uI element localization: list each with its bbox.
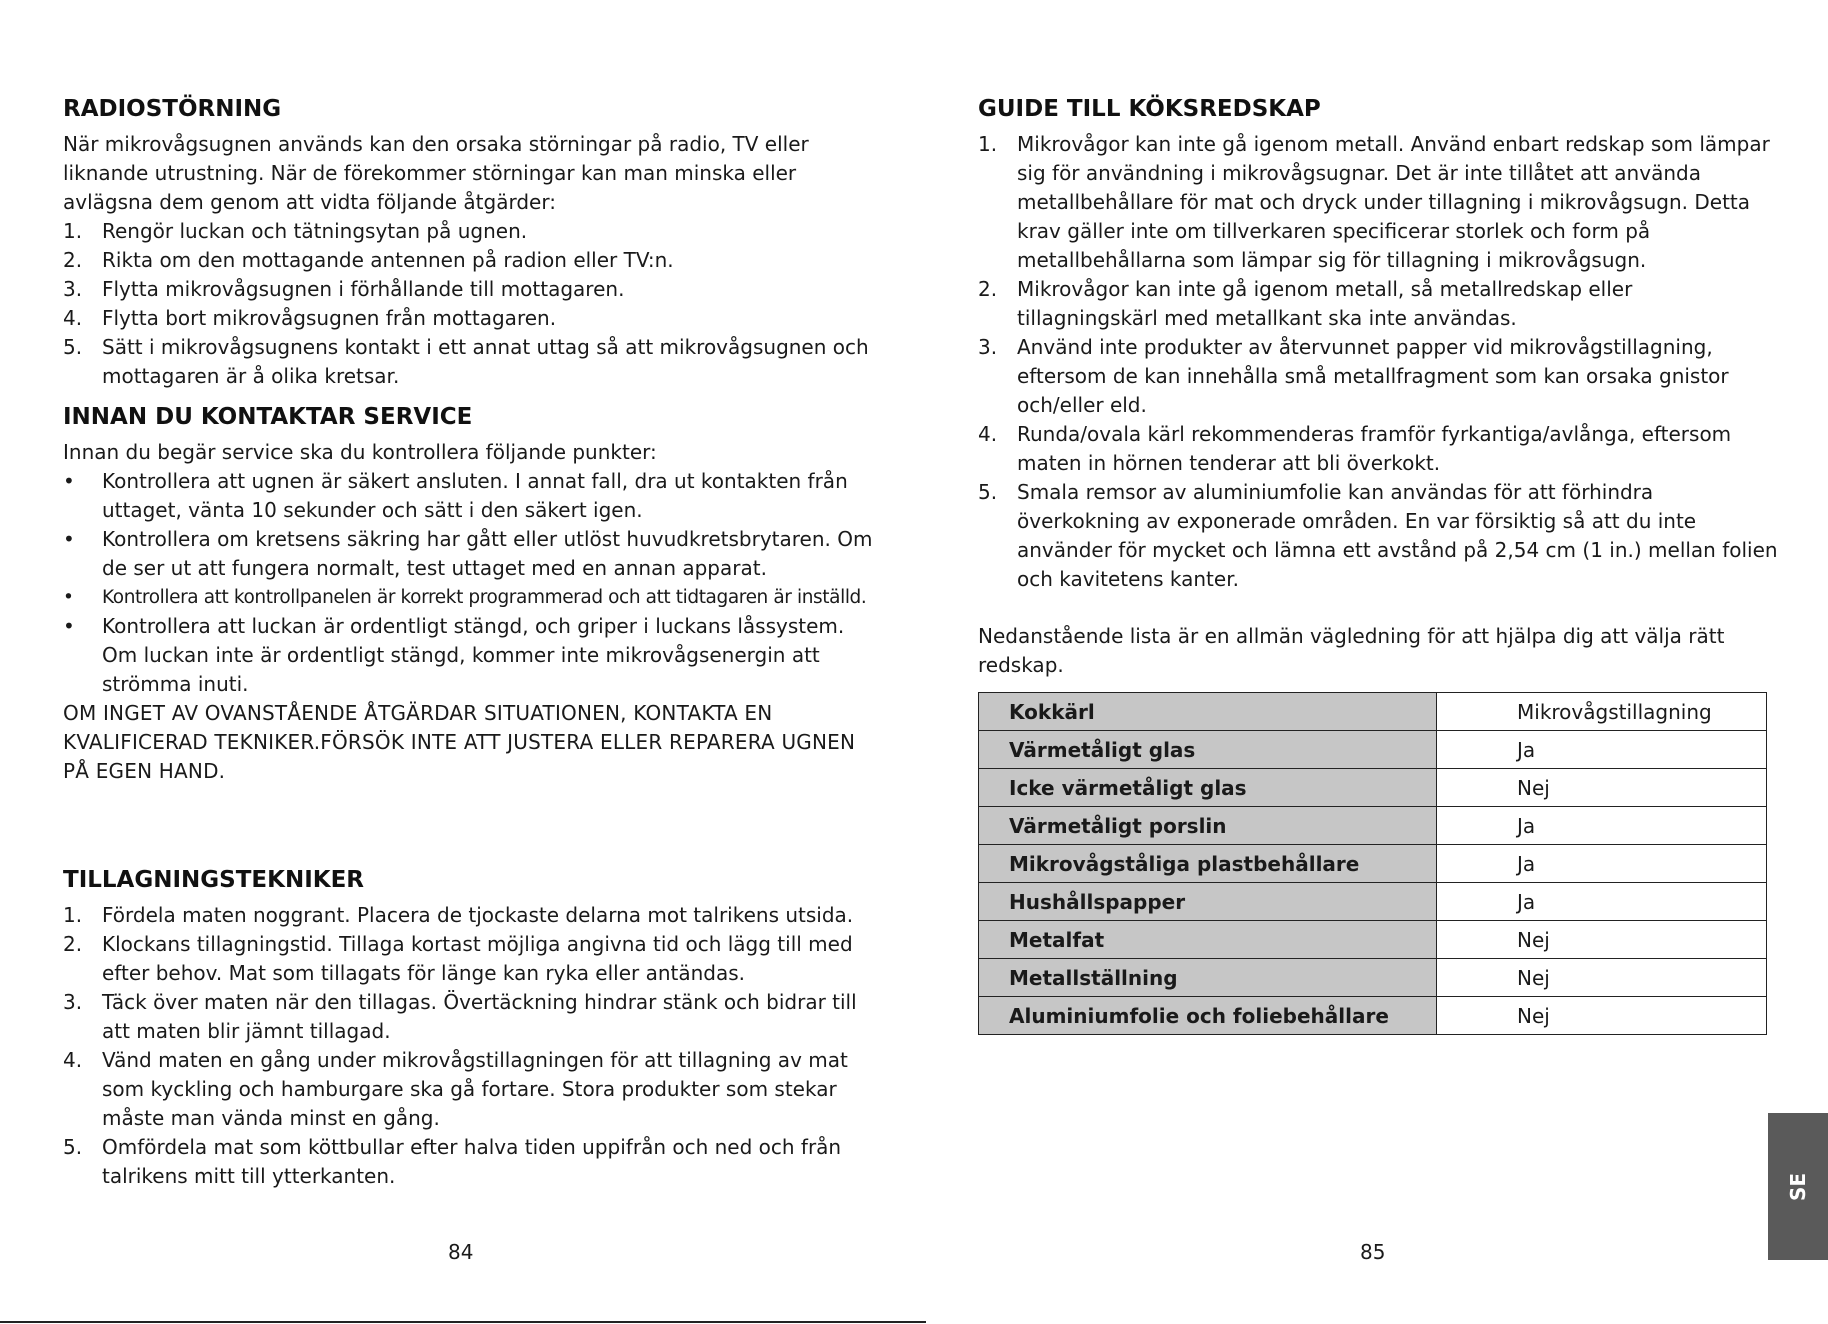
list-item: 1. Rengör luckan och tätningsytan på ugnen.	[63, 219, 528, 243]
list-item: 3. Flytta mikrovågsugnen i förhållande till mottagaren.	[63, 277, 625, 301]
service-warning: OM INGET AV OVANSTÅENDE ÅTGÄRDAR SITUATIONEN, KONTAKTA EN KVALIFICERAD TEKNIKER.FÖRSÖK INTE ATT JUSTERA ELLER REPARERA UGNEN PÅ EGEN HAND.	[63, 701, 856, 783]
list-item: • Kontrollera att ugnen är säkert ansluten. I annat fall, dra ut kontakten från uttaget, vänta 10 sekunder och sätt i den säkert igen.	[63, 469, 848, 522]
table-cell-value: Nej	[1437, 921, 1767, 959]
page-number-right: 85	[1360, 1240, 1386, 1264]
list-item: 2. Klockans tillagningstid. Tillaga kortast möjliga angivna tid och lägg till med efter behov. Mat som tillagats för länge kan ryka eller antändas.	[63, 932, 853, 985]
list-item: • Kontrollera om kretsens säkring har gått eller utlöst huvudkretsbrytaren. Om de ser ut att fungera normalt, test uttaget med en annan apparat.	[63, 527, 873, 580]
table-cell-name: Metallställning	[979, 959, 1437, 997]
radio-interference-section	[63, 92, 883, 400]
before-service-section	[63, 400, 883, 863]
table-cell-value: Ja	[1437, 883, 1767, 921]
technique-steps-list	[63, 901, 883, 1191]
guide-heading: GUIDE TILL KÖKSREDSKAP	[978, 96, 1321, 122]
list-item: 1. Fördela maten noggrant. Placera de tjockaste delarna mot talrikens utsida.	[63, 903, 854, 927]
right-page	[978, 92, 1778, 1035]
table-row	[979, 959, 1767, 997]
table-intro: Nedanstående lista är en allmän vägledning för att hjälpa dig att välja rätt redskap.	[978, 624, 1725, 677]
list-item: 4. Runda/ovala kärl rekommenderas framför fyrkantiga/avlånga, eftersom maten in hörnen tenderar att bli överkokt.	[978, 422, 1732, 475]
list-item: 5. Sätt i mikrovågsugnens kontakt i ett annat uttag så att mikrovågsugnen och mottagaren är å olika kretsar.	[63, 335, 869, 388]
table-row	[979, 921, 1767, 959]
service-checklist	[63, 467, 883, 699]
table-row	[979, 883, 1767, 921]
list-item: 2. Rikta om den mottagande antennen på radion eller TV:n.	[63, 248, 674, 272]
language-tab-label: SE	[1785, 1172, 1810, 1201]
table-cell-name: Värmetåligt porslin	[979, 807, 1437, 845]
table-cell-name: Icke värmetåligt glas	[979, 769, 1437, 807]
table-cell-name: Hushållspapper	[979, 883, 1437, 921]
list-item: 5. Smala remsor av aluminiumfolie kan användas för att förhindra överkokning av exponerade områden. En var försiktig så att du inte använder för mycket och lämna ett avstånd på 2,54 cm (1 in.) mellan folien och kavitetens kanter.	[978, 480, 1778, 591]
bottom-divider	[0, 1321, 926, 1323]
table-cell-value: Nej	[1437, 959, 1767, 997]
guide-steps-list	[978, 130, 1778, 594]
cookware-table	[978, 692, 1767, 1035]
technique-heading: TILLAGNINGSTEKNIKER	[63, 867, 365, 893]
table-cell-value: Nej	[1437, 997, 1767, 1035]
table-cell-name: Aluminiumfolie och foliebehållare	[979, 997, 1437, 1035]
list-item: 5. Omfördela mat som köttbullar efter halva tiden uppifrån och ned och från talrikens mitt till ytterkanten.	[63, 1135, 842, 1188]
list-item: 3. Täck över maten när den tillagas. Övertäckning hindrar stänk och bidrar till att maten blir jämnt tillagad.	[63, 990, 857, 1043]
radio-steps-list	[63, 217, 883, 391]
list-item: 4. Flytta bort mikrovågsugnen från mottagaren.	[63, 306, 557, 330]
cookware-guide-section	[978, 92, 1778, 1035]
service-intro: Innan du begär service ska du kontrollera följande punkter:	[63, 440, 657, 464]
list-item: • Kontrollera att luckan är ordentligt stängd, och griper i luckans låssystem. Om luckan inte är ordentligt stängd, kommer inte mikrovågsenergin att strömma inuti.	[63, 614, 845, 696]
page-number-left: 84	[448, 1240, 474, 1264]
cooking-techniques-section	[63, 863, 883, 1191]
list-item: 4. Vänd maten en gång under mikrovågstillagningen för att tillagning av mat som kyckling och hamburgare ska gå fortare. Stora produkter som stekar måste man vända minst en gång.	[63, 1048, 848, 1130]
radio-heading: RADIOSTÖRNING	[63, 96, 282, 122]
table-row	[979, 807, 1767, 845]
table-header-microwave: Mikrovågstillagning	[1437, 693, 1767, 731]
language-tab	[1768, 1113, 1828, 1260]
table-cell-name: Metalfat	[979, 921, 1437, 959]
radio-intro: När mikrovågsugnen används kan den orsaka störningar på radio, TV eller liknande utrustning. När de förekommer störningar kan man minska eller avlägsna dem genom att vidta följande åtgärder:	[63, 132, 809, 214]
table-row	[979, 845, 1767, 883]
list-item: • Kontrollera att kontrollpanelen är korrekt programmerad och att tidtagaren är inställd.	[63, 587, 867, 608]
table-row	[979, 731, 1767, 769]
table-cell-value: Ja	[1437, 807, 1767, 845]
table-cell-value: Ja	[1437, 731, 1767, 769]
table-cell-value: Ja	[1437, 845, 1767, 883]
table-cell-value: Nej	[1437, 769, 1767, 807]
table-header-cookware: Kokkärl	[979, 693, 1437, 731]
left-page	[63, 92, 883, 1191]
table-row	[979, 997, 1767, 1035]
table-header-row	[979, 693, 1767, 731]
table-cell-name: Värmetåligt glas	[979, 731, 1437, 769]
table-row	[979, 769, 1767, 807]
list-item: 3. Använd inte produkter av återvunnet papper vid mikrovågstillagning, eftersom de kan innehålla små metallfragment som kan orsaka gnistor och/eller eld.	[978, 335, 1729, 417]
list-item: 1. Mikrovågor kan inte gå igenom metall. Använd enbart redskap som lämpar sig för användning i mikrovågsugnar. Det är inte tillåtet att använda metallbehållare för mat och dryck under tillagning i mikrovågsugn. Detta krav gäller inte om tillverkaren specificerar storlek och form på metallbehållarna som lämpar sig för tillagning i mikrovågsugn.	[978, 132, 1770, 272]
table-cell-name: Mikrovågståliga plastbehållare	[979, 845, 1437, 883]
service-heading: INNAN DU KONTAKTAR SERVICE	[63, 404, 473, 430]
list-item: 2. Mikrovågor kan inte gå igenom metall, så metallredskap eller tillagningskärl med metallkant ska inte användas.	[978, 277, 1633, 330]
